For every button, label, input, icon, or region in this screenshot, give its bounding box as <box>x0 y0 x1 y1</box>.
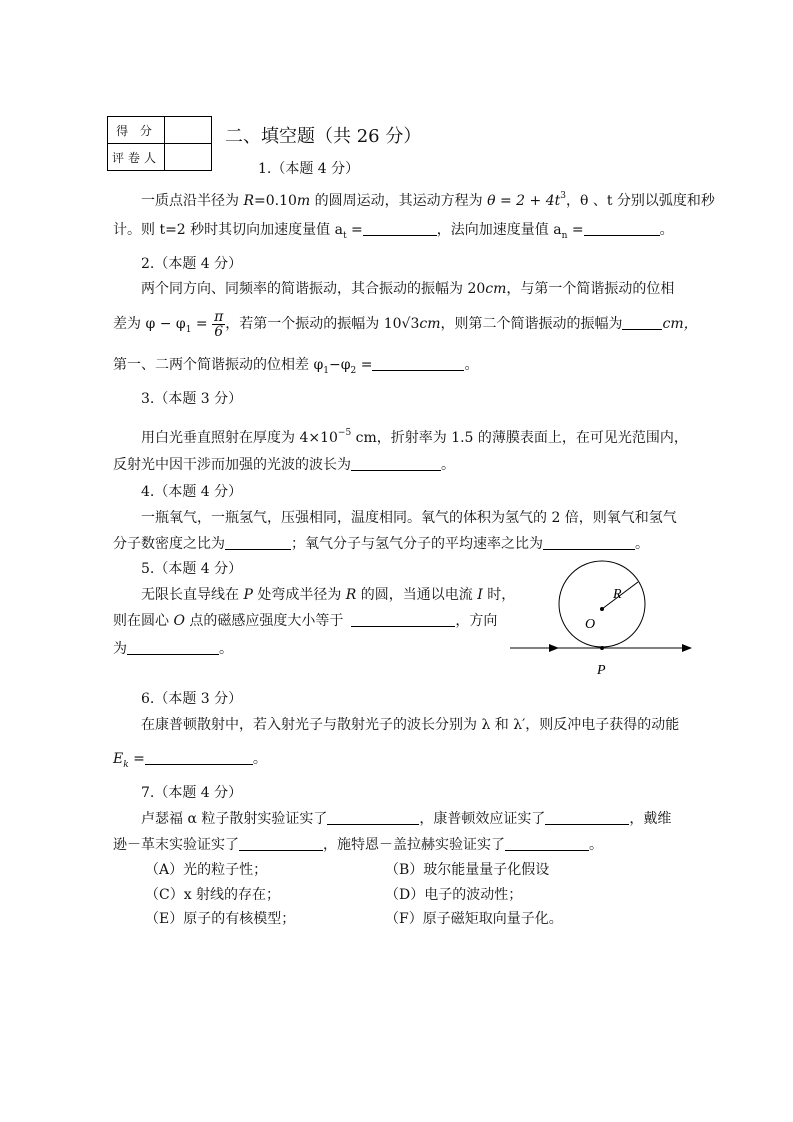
q6-blank-kinetic-energy[interactable] <box>145 750 253 765</box>
q5-wire-figure <box>505 560 700 685</box>
q7-blank-davisson[interactable] <box>239 836 323 851</box>
q7-option-b: （B）玻尔能量量子化假设 <box>385 862 550 878</box>
q2-blank-phase[interactable] <box>372 356 464 371</box>
q3-line1: 用白光垂直照射在厚度为 $4\times 10^{-5}$ cm，折射率为 1.5 的薄膜表面上，在可见光范围内， <box>141 428 688 446</box>
q7-header: 7.（本题 4 分） <box>141 785 243 801</box>
q7-line2: 逊－革末实验证实了 ，施特恩－盖拉赫实验证实了 。 <box>113 837 603 853</box>
q1-line2: 计。则 t=2 秒时其切向加速度量值 $a_t$ = ，法向加速度量值 $a_n$ = 。 <box>113 222 674 241</box>
q6-line1: 在康普顿散射中，若入射光子与散射光子的波长分别为 λ 和 λ′，则反冲电子获得的动能 <box>141 717 680 733</box>
q5-line3: 为 。 <box>113 641 233 657</box>
q1-blank-normal[interactable] <box>584 221 660 236</box>
fig-label-o: O <box>585 617 596 632</box>
q4-blank-speed-ratio[interactable] <box>543 535 635 550</box>
q2-blank-amplitude[interactable] <box>622 315 662 330</box>
fig-label-p: P <box>597 663 606 678</box>
q2-fraction: $\frac{\pi}{6}$ <box>214 308 224 340</box>
q1-blank-tangential[interactable] <box>363 221 437 236</box>
q5-header: 5.（本题 4 分） <box>141 561 243 577</box>
score-label: 得 分 <box>108 117 165 144</box>
q7-option-e: （E）原子的有核模型； <box>145 911 296 927</box>
grader-cell[interactable] <box>165 144 212 171</box>
q7-blank-rutherford[interactable] <box>327 810 419 825</box>
q4-line2: 分子数密度之比为 ；氧气分子与氢气分子的平均速率之比为 。 <box>113 536 649 552</box>
score-cell[interactable] <box>165 117 212 144</box>
q5-blank-magnitude[interactable] <box>351 612 455 627</box>
q7-line1: 卢瑟福 α 粒子散射实验证实了 ，康普顿效应证实了 ，戴维 <box>141 811 672 827</box>
q4-header: 4.（本题 4 分） <box>141 484 243 500</box>
q2-line1: 两个同方向、同频率的简谐振动，其合振动的振幅为 20cm，与第一个简谐振动的位相 <box>141 281 675 297</box>
q7-option-a: （A）光的粒子性； <box>145 862 268 878</box>
q2-line2: 差为 $\varphi - \varphi_1$ = $\frac{\pi}{6}$ ，若第一个振动的振幅为 10√3cm，则第二个简谐振动的振幅为 cm， <box>113 308 698 340</box>
q2-line3: 第一、二两个简谐振动的位相差 $\varphi_1-\varphi_2$ = 。 <box>113 357 479 376</box>
q7-option-c: （C）x 射线的存在； <box>145 887 281 903</box>
section-title: 二、填空题（共 26 分） <box>225 126 422 147</box>
q3-header: 3.（本题 3 分） <box>141 391 243 407</box>
point-p-dot <box>600 646 604 650</box>
q3-blank-wavelength[interactable] <box>351 456 441 471</box>
q6-line2: $E_k$ = 。 <box>113 751 267 770</box>
q7-option-f: （F）原子磁矩取向量子化。 <box>385 911 563 927</box>
q7-blank-stern-gerlach[interactable] <box>505 836 589 851</box>
score-table <box>107 116 212 171</box>
q5-blank-direction[interactable] <box>127 640 219 655</box>
q1-line1: 一质点沿半径为 R=0.10m 的圆周运动，其运动方程为 $\theta = 2 + 4t^3$，θ 、t 分别以弧度和秒 <box>141 191 715 209</box>
q6-header: 6.（本题 3 分） <box>141 691 243 707</box>
fig-label-r: R <box>613 587 622 602</box>
q5-line1: 无限长直导线在 P 处弯成半径为 R 的圆，当通以电流 I 时， <box>141 587 516 603</box>
q3-line2: 反射光中因干涉而加强的光波的波长为 。 <box>113 457 455 473</box>
q1-header: 1.（本题 4 分） <box>258 161 360 177</box>
q4-blank-density-ratio[interactable] <box>225 535 291 550</box>
q7-blank-compton[interactable] <box>545 810 629 825</box>
grader-label: 评卷人 <box>108 144 165 171</box>
wire-loop <box>559 561 645 647</box>
q2-header: 2.（本题 4 分） <box>141 256 243 272</box>
q7-option-d: （D）电子的波动性； <box>385 887 523 903</box>
q4-line1: 一瓶氧气，一瓶氢气，压强相同，温度相同。氧气的体积为氢气的 2 倍，则氧气和氢气 <box>141 510 677 526</box>
q5-line2: 则在圆心 O 点的磁感应强度大小等于 ，方向 <box>113 613 498 629</box>
